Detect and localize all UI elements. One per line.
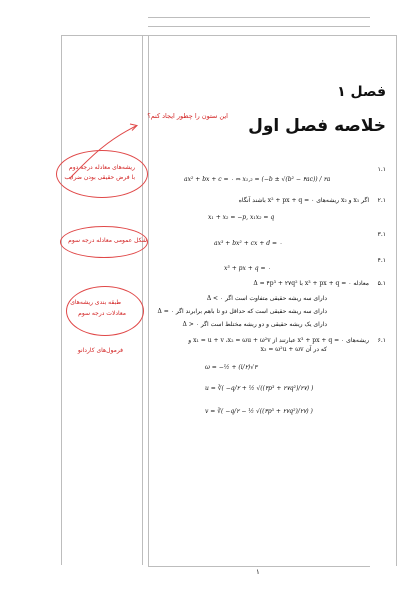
item-number-6: ۶.۱: [377, 337, 386, 344]
chapter-label: فصل ۱: [337, 84, 386, 100]
equation-v: v = ∛( −q/۲ − ½ √((۴p³ + ۲۷q²)/۲۷) ): [205, 408, 313, 415]
annotation-question: این ستون را چطور ایجاد کنم؟: [147, 112, 228, 120]
chapter-title: خلاصه فصل اول: [248, 116, 386, 136]
equation-u: u = ∛( −q/۲ + ½ √((۴p³ + ۲۷q²)/۲۷) ): [205, 385, 314, 392]
case-one-real: دارای یک ریشه حقیقی و دو ریشه مختلط است اگر Δ > ۰: [182, 321, 327, 328]
item-number-2: ۲.۱: [377, 197, 386, 204]
case-three-distinct: دارای سه ریشه حقیقی متفاوت است اگر Δ < ۰: [206, 295, 327, 302]
item-number-5: ۵.۱: [377, 280, 386, 287]
item-number-4: ۴.۱: [377, 257, 386, 264]
case-repeated-roots: دارای سه ریشه حقیقی است که حداقل دو تا باهم برابرند اگر Δ = ۰: [157, 308, 327, 315]
equation-vieta: x₁ + x₂ = −p, x₁x₂ = q: [208, 214, 275, 221]
page-number: ۱: [256, 568, 260, 576]
text-cardano-roots-2: x₃ = ω²u + ωv که در آن: [260, 346, 327, 353]
annotation-note1-line2: با فرض حقیقی بودن ضرایب: [64, 174, 135, 181]
text-cardano-roots: ریشه‌های x³ + px + q = ۰ عبارتند از x₁ = u + v ،x₂ = ωu + ω²v و: [188, 337, 369, 344]
equation-cubic-general: ax³ + bx² + cx + d = ۰: [214, 240, 283, 247]
text-vieta: اگر x₁ و x₂ ریشه‌های x² + px + q = ۰ باشند آنگاه: [238, 197, 369, 204]
item-number-3: ۳.۱: [377, 231, 386, 238]
annotation-note3-line2: معادلات درجه سوم: [78, 310, 126, 317]
equation-omega: ω = −½ + (i/۲)√۳: [205, 364, 258, 371]
text-discriminant: معادله x³ + px + q = ۰ با Δ = ۴p³ + ۲۷q²: [253, 280, 369, 287]
annotation-note4: فرمول‌های کاردانو: [77, 347, 123, 354]
annotation-note2: شکل عمومی معادله درجه سوم: [68, 237, 147, 244]
item-number-1: ۱.۱: [377, 166, 386, 173]
equation-quadratic: ax² + bx + c = ۰ ⇔ x₁,₂ = (−b ± √(b² − ۴ac)) / ۲a: [184, 176, 331, 183]
annotation-note1-line1: ریشه‌های معادله درجه دوم: [69, 164, 135, 171]
annotation-note3-line1: طبقه بندی ریشه‌های: [70, 299, 121, 306]
equation-depressed-cubic: x³ + px + q = ۰: [224, 265, 271, 272]
